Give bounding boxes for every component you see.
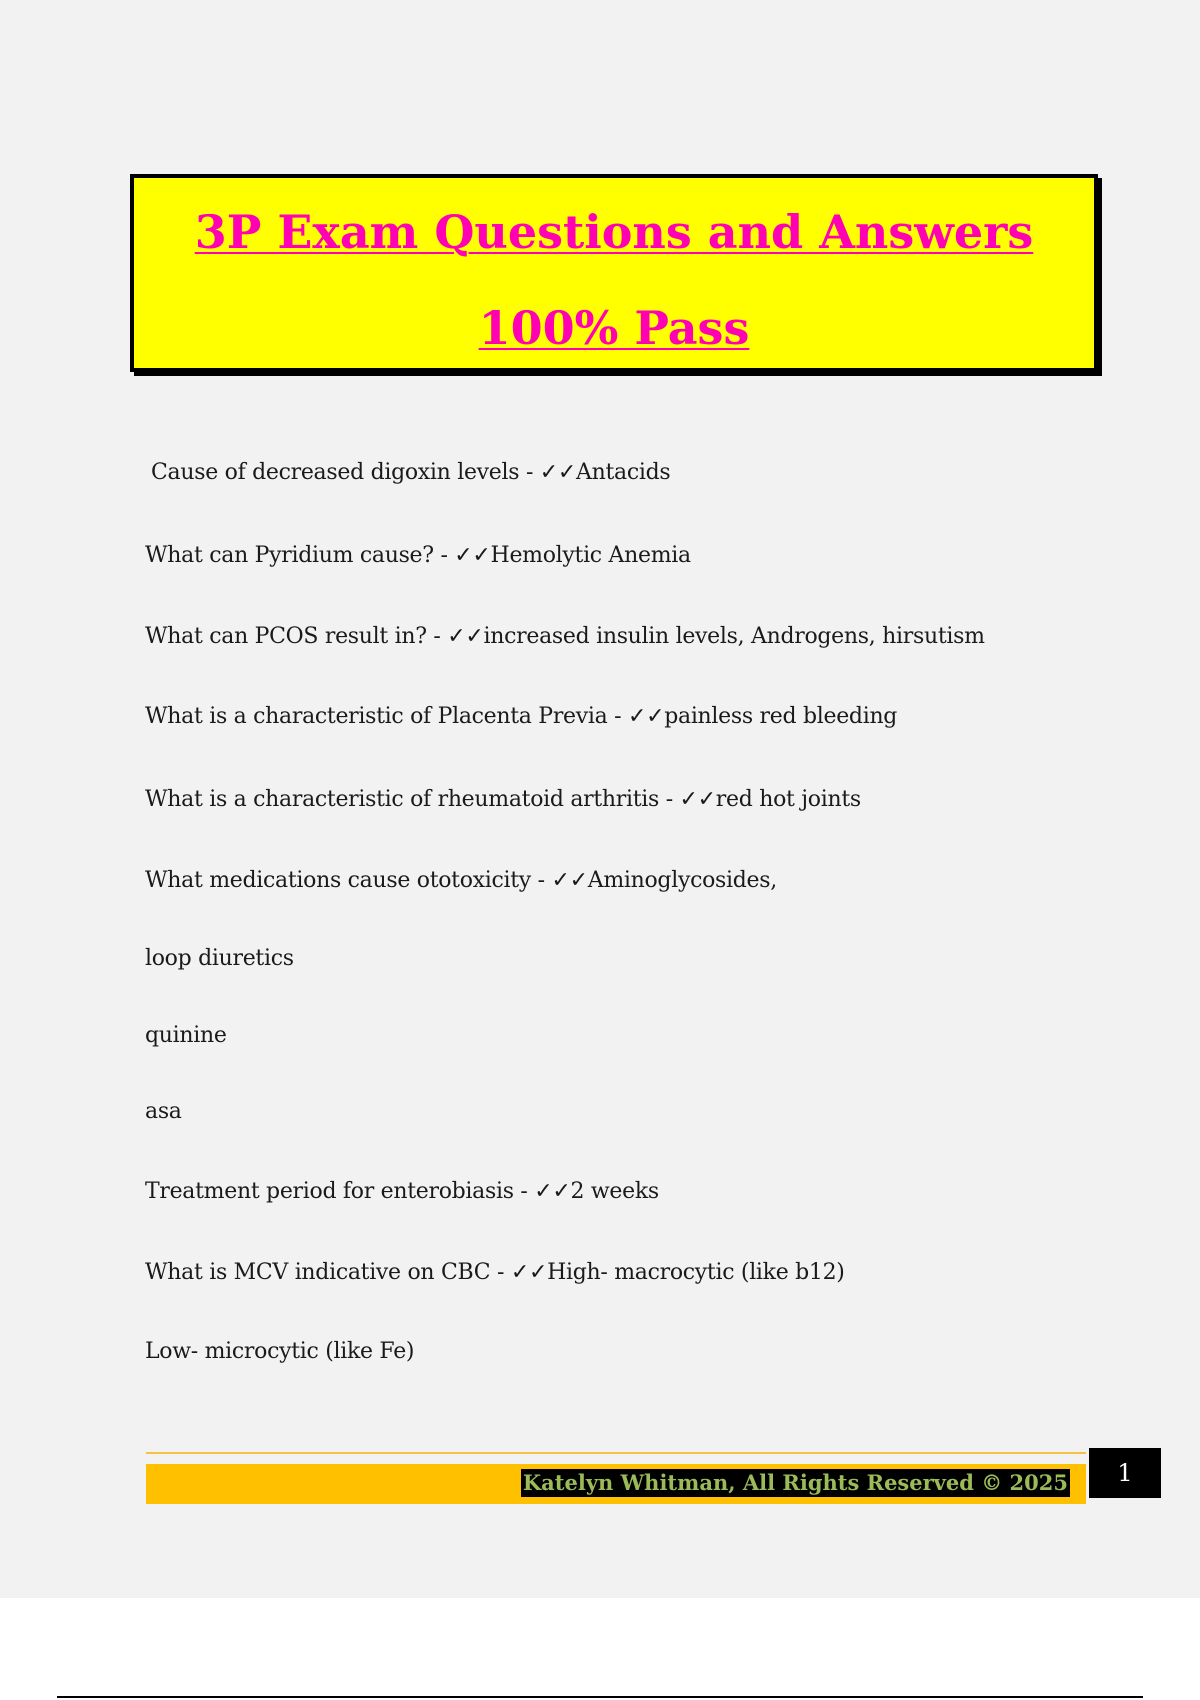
qa-line: Cause of decreased digoxin levels - ✓✓Antacids xyxy=(151,460,671,485)
qa-line: What can Pyridium cause? - ✓✓Hemolytic Anemia xyxy=(145,543,691,568)
footer-divider xyxy=(146,1452,1086,1454)
footer-bar xyxy=(146,1464,1086,1504)
document-title: 3P Exam Questions and Answers 100% Pass xyxy=(194,205,1034,355)
page-number: 1 xyxy=(1089,1448,1161,1498)
qa-line: loop diuretics xyxy=(145,946,294,971)
qa-line: What is a characteristic of Placenta Previa - ✓✓painless red bleeding xyxy=(145,704,898,729)
qa-line: What is a characteristic of rheumatoid arthritis - ✓✓red hot joints xyxy=(145,787,861,812)
qa-line: Treatment period for enterobiasis - ✓✓2 weeks xyxy=(145,1179,659,1204)
title-box xyxy=(130,174,1098,372)
qa-line: What medications cause ototoxicity - ✓✓Aminoglycosides, xyxy=(145,868,777,893)
qa-line: asa xyxy=(145,1099,182,1124)
qa-line: What can PCOS result in? - ✓✓increased insulin levels, Androgens, hirsutism xyxy=(145,624,985,649)
qa-line: quinine xyxy=(145,1023,227,1048)
qa-line: Low- microcytic (like Fe) xyxy=(145,1339,415,1364)
qa-line: What is MCV indicative on CBC - ✓✓High- macrocytic (like b12) xyxy=(145,1260,845,1285)
footer-copyright: Katelyn Whitman, All Rights Reserved © 2025 xyxy=(522,1470,1068,1495)
page-separator xyxy=(57,1696,1143,1698)
